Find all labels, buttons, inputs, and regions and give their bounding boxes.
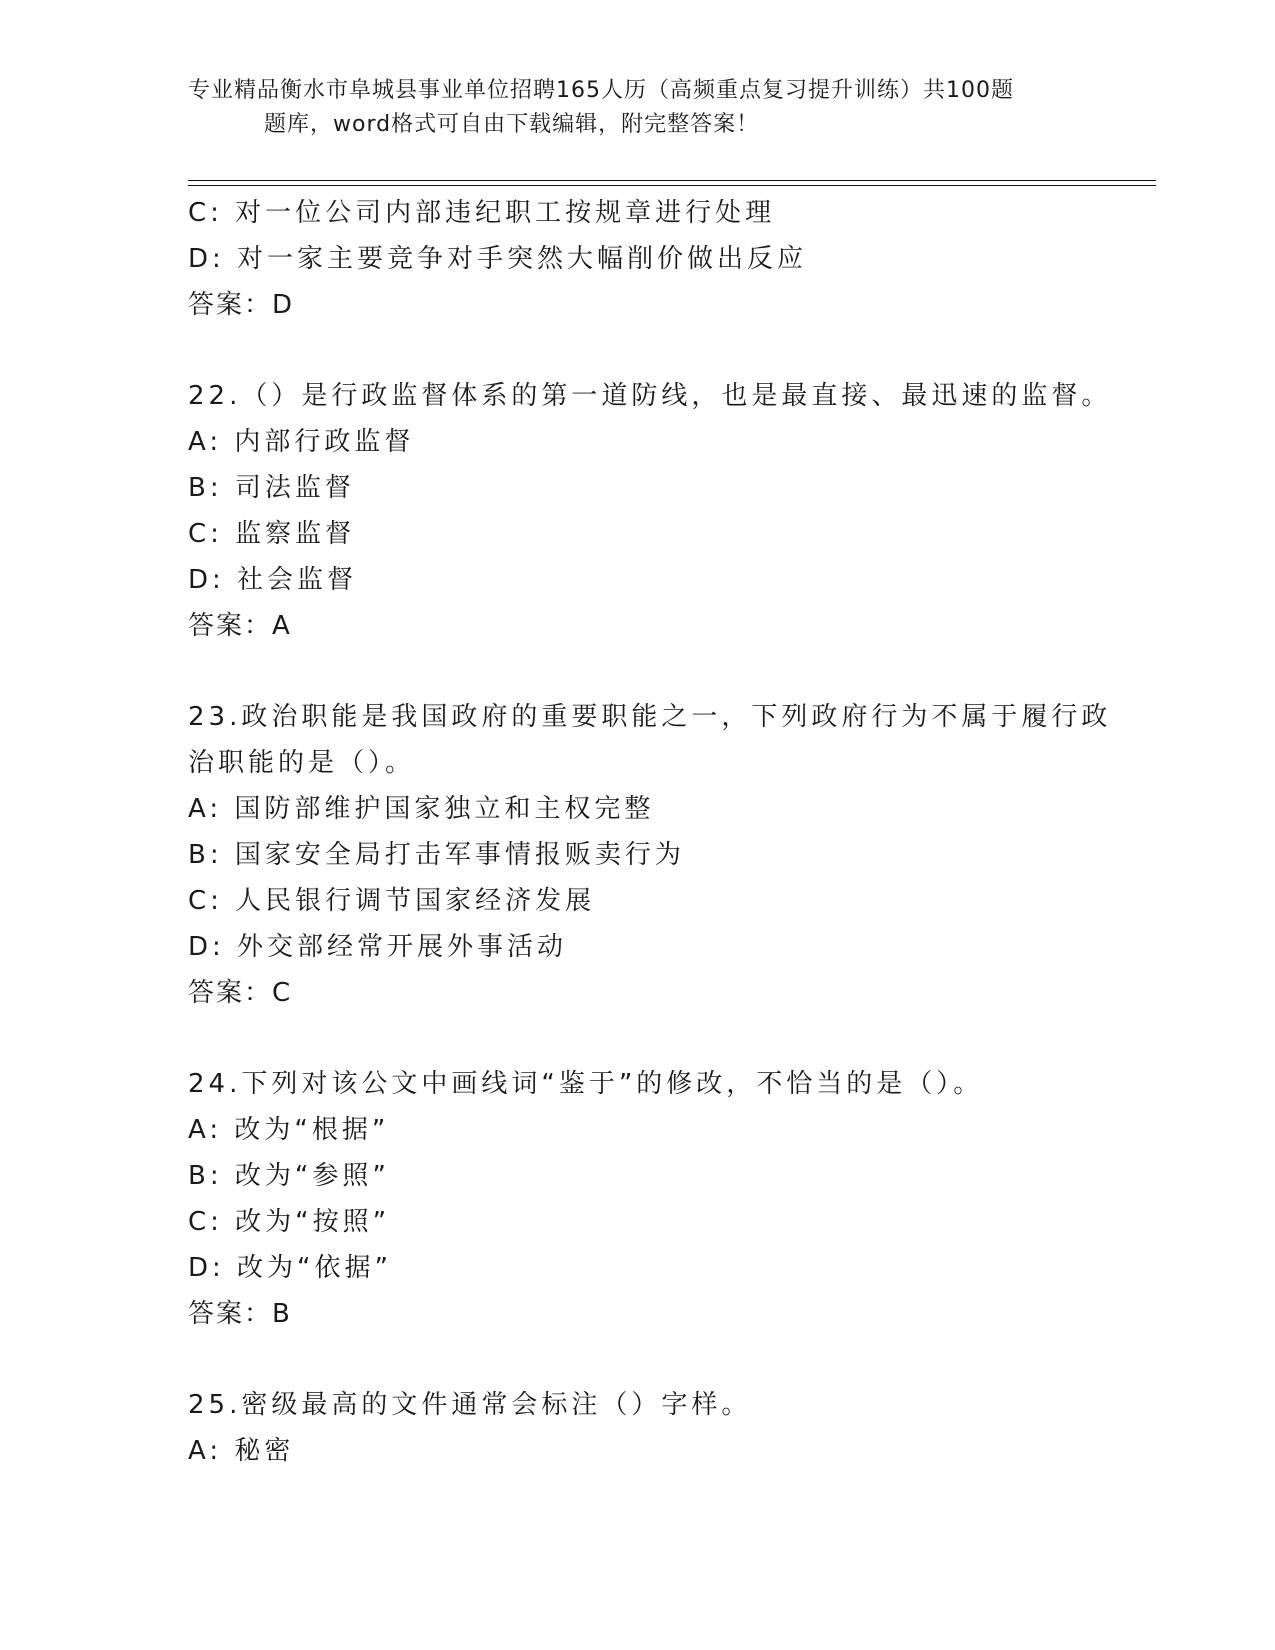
q25-stem: 25.密级最高的文件通常会标注（）字样。 <box>188 1390 752 1420</box>
question-list <box>188 190 1128 1474</box>
header-title-line1: 专业精品衡水市阜城县事业单位招聘165人历（高频重点复习提升训练）共100题 <box>188 78 1014 103</box>
q23-option-b: B: 国家安全局打击军事情报贩卖行为 <box>188 840 685 870</box>
question-23 <box>188 694 1128 1016</box>
q22-answer: 答案：A <box>188 611 292 641</box>
question-21-tail <box>188 190 1128 328</box>
q25-option-a: A: 秘密 <box>188 1436 295 1466</box>
q24-option-b: B: 改为“参照” <box>188 1161 390 1191</box>
q24-option-a: A: 改为“根据” <box>188 1115 390 1145</box>
q23-answer: 答案：C <box>188 978 293 1008</box>
question-spacer <box>188 328 1128 373</box>
q21-option-c: C: 对一位公司内部违纪职工按规章进行处理 <box>188 198 776 228</box>
header-rule-bottom <box>188 185 1156 186</box>
q24-answer: 答案：B <box>188 1299 292 1329</box>
question-spacer <box>188 649 1128 694</box>
question-24 <box>188 1061 1128 1337</box>
q23-option-d: D: 外交部经常开展外事活动 <box>188 932 568 962</box>
q21-answer: 答案：D <box>188 290 295 320</box>
q22-option-b: B: 司法监督 <box>188 473 355 503</box>
question-25 <box>188 1382 1128 1474</box>
q24-stem: 24.下列对该公文中画线词“鉴于”的修改，不恰当的是（）。 <box>188 1069 984 1099</box>
question-spacer <box>188 1337 1128 1382</box>
question-22 <box>188 373 1128 649</box>
q22-stem: 22.（）是行政监督体系的第一道防线，也是最直接、最迅速的监督。 <box>188 381 1112 411</box>
q24-option-c: C: 改为“按照” <box>188 1207 391 1237</box>
q23-option-a: A: 国防部维护国家独立和主权完整 <box>188 794 655 824</box>
q22-option-d: D: 社会监督 <box>188 565 358 595</box>
document-header <box>188 74 1088 142</box>
header-rule-top <box>188 180 1156 181</box>
q22-option-c: C: 监察监督 <box>188 519 356 549</box>
q23-stem-line2: 治职能的是（）。 <box>188 748 416 778</box>
q23-stem-line1: 23.政治职能是我国政府的重要职能之一，下列政府行为不属于履行政 <box>188 702 1112 732</box>
q22-option-a: A: 内部行政监督 <box>188 427 415 457</box>
header-title-line2: 题库，word格式可自由下载编辑，附完整答案！ <box>264 112 760 137</box>
q24-option-d: D: 改为“依据” <box>188 1253 392 1283</box>
question-spacer <box>188 1016 1128 1061</box>
q21-option-d: D: 对一家主要竞争对手突然大幅削价做出反应 <box>188 244 808 274</box>
q23-option-c: C: 人民银行调节国家经济发展 <box>188 886 596 916</box>
